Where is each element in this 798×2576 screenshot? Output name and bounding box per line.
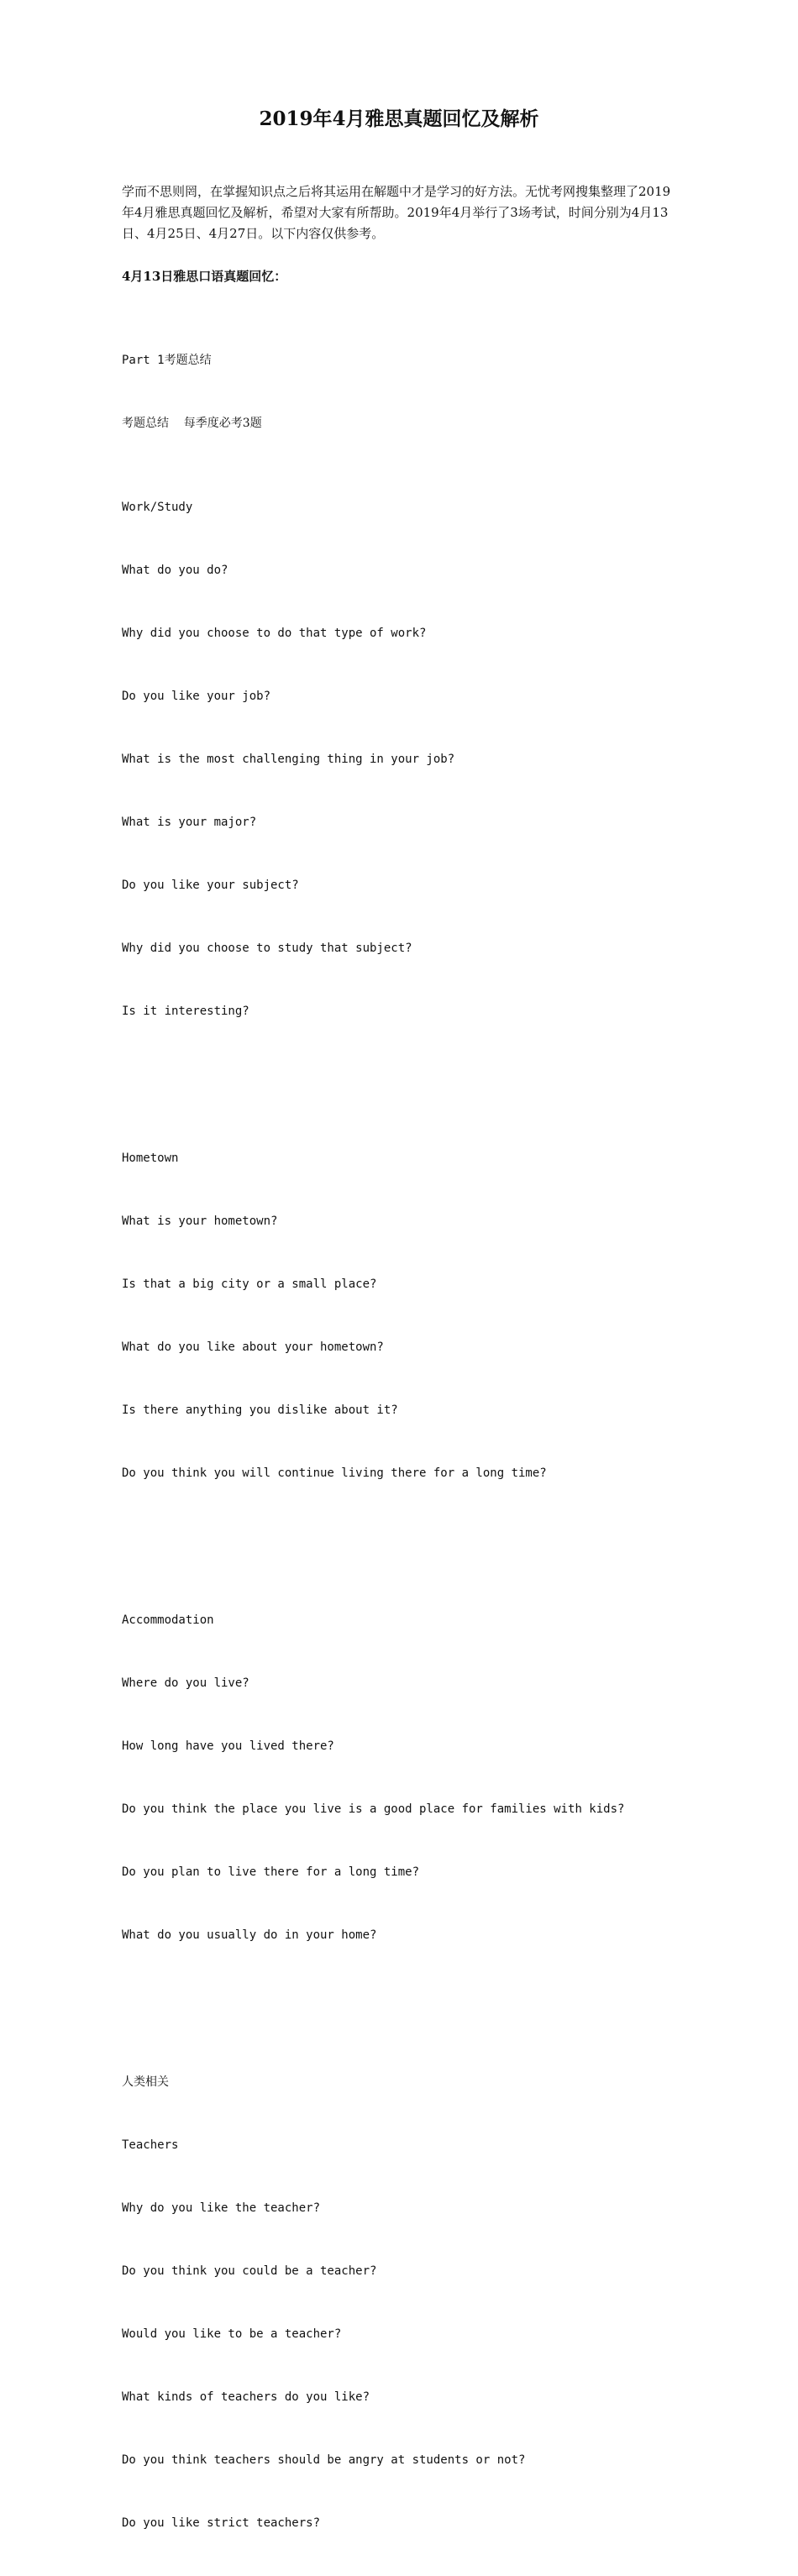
topic-title-accommodation: Accommodation bbox=[122, 1613, 214, 1627]
spacer bbox=[122, 1988, 710, 2009]
spacer bbox=[122, 1526, 710, 1547]
question-item: Is it interesting? bbox=[122, 1005, 249, 1018]
question-item: What kinds of teachers do you like? bbox=[122, 2390, 370, 2404]
question-item: Do you think you could be a teacher? bbox=[122, 2264, 377, 2278]
question-item: Do you like strict teachers? bbox=[122, 2516, 321, 2530]
document-title: 2019年4月雅思真题回忆及解析 bbox=[259, 108, 539, 130]
topic-title-teachers: Teachers bbox=[122, 2138, 179, 2152]
question-item: Do you think you will continue living there for a long time? bbox=[122, 1466, 547, 1480]
question-item: Do you like your subject? bbox=[122, 879, 299, 892]
topic-title-hometown: Hometown bbox=[122, 1152, 179, 1165]
part1-heading: Part 1考题总结 bbox=[122, 354, 212, 367]
question-item: How long have you lived there? bbox=[122, 1739, 334, 1753]
question-list bbox=[122, 308, 710, 2576]
question-item: Would you like to be a teacher? bbox=[122, 2327, 342, 2341]
question-item: Where do you live? bbox=[122, 1676, 249, 1690]
question-item: What is your major? bbox=[122, 816, 257, 829]
summary-line: 考题总结 每季度必考3题 bbox=[122, 417, 262, 430]
category-heading-people: 人类相关 bbox=[122, 2075, 169, 2089]
question-item: What do you usually do in your home? bbox=[122, 1928, 377, 1942]
question-item: What do you do? bbox=[122, 564, 228, 577]
question-item: Is there anything you dislike about it? bbox=[122, 1403, 398, 1417]
question-item: Do you think teachers should be angry at students or not? bbox=[122, 2453, 526, 2467]
section-heading: 4月13日雅思口语真题回忆： bbox=[122, 269, 287, 284]
question-item: Do you plan to live there for a long time? bbox=[122, 1865, 420, 1879]
question-item: Why did you choose to study that subject? bbox=[122, 942, 412, 955]
question-item: Why do you like the teacher? bbox=[122, 2201, 321, 2215]
question-item: Is that a big city or a small place? bbox=[122, 1278, 377, 1291]
topic-title-work-study: Work/Study bbox=[122, 501, 193, 514]
question-item: Do you like your job? bbox=[122, 690, 271, 703]
question-item: What is the most challenging thing in your job? bbox=[122, 753, 455, 766]
question-item: Why did you choose to do that type of work? bbox=[122, 627, 427, 640]
spacer bbox=[122, 1064, 710, 1085]
question-item: Do you think the place you live is a good place for families with kids? bbox=[122, 1802, 625, 1816]
intro-paragraph: 学而不思则罔，在掌握知识点之后将其运用在解题中才是学习的好方法。无忧考网搜集整理了2019年4月雅思真题回忆及解析，希望对大家有所帮助。2019年4月举行了3场考试，时间分别为4月13日、4月25日、4月27日。以下内容仅供参考。 bbox=[122, 184, 671, 241]
question-item: What do you like about your hometown? bbox=[122, 1340, 384, 1354]
question-item: What is your hometown? bbox=[122, 1215, 278, 1228]
